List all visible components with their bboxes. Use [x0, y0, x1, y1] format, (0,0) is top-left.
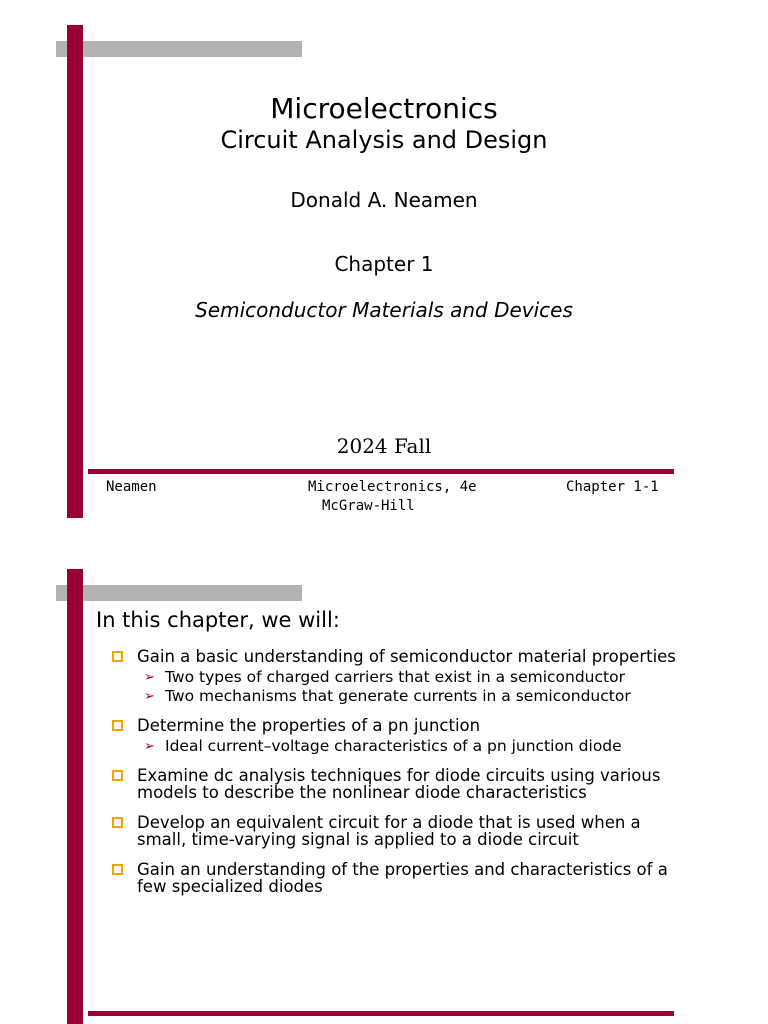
arrow-bullet-icon: ➢ [144, 670, 155, 685]
sub-list-item: ➢ Two types of charged carriers that exist in a semiconductor [144, 668, 625, 686]
footer-divider [88, 469, 674, 474]
footer-page: Chapter 1-1 [566, 479, 659, 495]
book-subtitle: Circuit Analysis and Design [220, 126, 548, 154]
footer-publisher: McGraw-Hill [322, 498, 415, 514]
arrow-bullet-icon: ➢ [144, 739, 155, 754]
sub-list-item: ➢ Ideal current–voltage characteristics of a pn junction diode [144, 737, 622, 755]
objectives-slide [0, 540, 768, 1024]
chapter-title: Semiconductor Materials and Devices [195, 298, 573, 322]
semester-label: 2024 Fall [336, 434, 432, 458]
left-red-bar [67, 569, 83, 1024]
slide-heading: In this chapter, we will: [96, 608, 340, 632]
book-title: Microelectronics [270, 92, 498, 125]
list-item: Develop an equivalent circuit for a diode that is used when a small, time-varying signal is applied to a diode circuit [112, 814, 692, 848]
square-bullet-icon [112, 817, 123, 828]
author-name: Donald A. Neamen [290, 188, 478, 212]
sub-list-item: ➢ Two mechanisms that generate currents in a semiconductor [144, 687, 631, 705]
list-item: Examine dc analysis techniques for diode circuits using various models to describe the nonlinear diode characteristics [112, 767, 692, 801]
footer-book: Microelectronics, 4e [308, 479, 477, 495]
footer-author: Neamen [106, 479, 157, 495]
top-gray-bar [56, 585, 302, 601]
arrow-bullet-icon: ➢ [144, 689, 155, 704]
objectives-list [112, 648, 692, 908]
list-item: Determine the properties of a pn junction ➢ Ideal current–voltage characteristics of a pn junction diode [112, 717, 692, 756]
list-item: Gain an understanding of the properties and characteristics of a few specialized diodes [112, 861, 692, 895]
top-gray-bar [56, 41, 302, 57]
square-bullet-icon [112, 864, 123, 875]
footer-divider [88, 1011, 674, 1016]
square-bullet-icon [112, 720, 123, 731]
square-bullet-icon [112, 651, 123, 662]
chapter-number: Chapter 1 [334, 252, 434, 276]
list-item: Gain a basic understanding of semiconductor material properties ➢ Two types of charged carriers that exist in a semiconductor ➢ Two mechanisms that generate currents in a semiconductor [112, 648, 692, 706]
square-bullet-icon [112, 770, 123, 781]
